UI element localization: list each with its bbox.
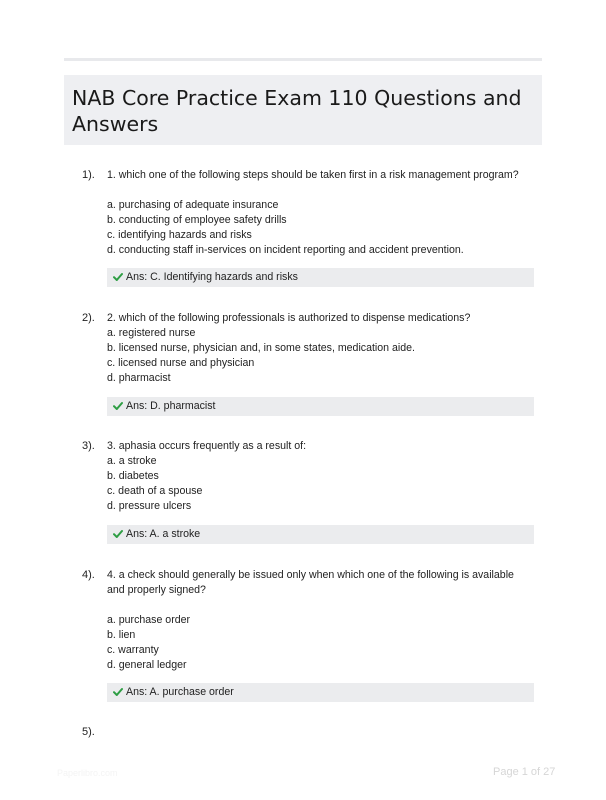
answer-option: d. pressure ulcers — [107, 500, 192, 512]
answer-box — [107, 268, 534, 287]
answer-option: b. licensed nurse, physician and, in some states, medication aide. — [107, 342, 415, 354]
answer-option: c. licensed nurse and physician — [107, 357, 255, 369]
question-number: 3). — [82, 440, 95, 452]
answer-option: c. death of a spouse — [107, 485, 203, 497]
answer-text: Ans: A. a stroke — [126, 528, 201, 540]
answer-option: b. lien — [107, 629, 136, 641]
watermark: Paperlibro.com — [57, 768, 118, 778]
page-indicator: Page 1 of 27 — [493, 766, 556, 778]
question-number: 2). — [82, 312, 95, 324]
top-divider — [64, 58, 542, 61]
page-title: NAB Core Practice Exam 110 Questions and Answers — [72, 86, 522, 136]
answer-option: a. registered nurse — [107, 327, 196, 339]
question-text: 2. which of the following professionals is authorized to dispense medications? — [107, 312, 471, 324]
answer-box — [107, 683, 534, 702]
check-icon — [113, 401, 123, 411]
question-text: 1. which one of the following steps should be taken first in a risk management program? — [107, 169, 519, 181]
question-text: and properly signed? — [107, 584, 206, 596]
answer-option: c. warranty — [107, 644, 159, 656]
title-banner — [64, 75, 542, 145]
question-number: 5). — [82, 726, 95, 738]
answer-option: d. general ledger — [107, 659, 187, 671]
answer-option: d. conducting staff in-services on incident reporting and accident prevention. — [107, 244, 464, 256]
question-text: 4. a check should generally be issued only when which one of the following is available — [107, 569, 514, 581]
answer-option: a. purchase order — [107, 614, 191, 626]
answer-option: b. conducting of employee safety drills — [107, 214, 287, 226]
check-icon — [113, 272, 123, 282]
question-number: 4). — [82, 569, 95, 581]
answer-text: Ans: D. pharmacist — [126, 400, 216, 412]
answer-box — [107, 397, 534, 416]
answer-option: b. diabetes — [107, 470, 159, 482]
answer-option: c. identifying hazards and risks — [107, 229, 252, 241]
check-icon — [113, 529, 123, 539]
answer-option: d. pharmacist — [107, 372, 171, 384]
answer-option: a. purchasing of adequate insurance — [107, 199, 279, 211]
answer-text: Ans: C. Identifying hazards and risks — [126, 271, 298, 283]
question-number: 1). — [82, 169, 95, 181]
question-text: 3. aphasia occurs frequently as a result of: — [107, 440, 307, 452]
answer-option: a. a stroke — [107, 455, 157, 467]
answer-box — [107, 525, 534, 544]
check-icon — [113, 687, 123, 697]
answer-text: Ans: A. purchase order — [126, 686, 234, 698]
